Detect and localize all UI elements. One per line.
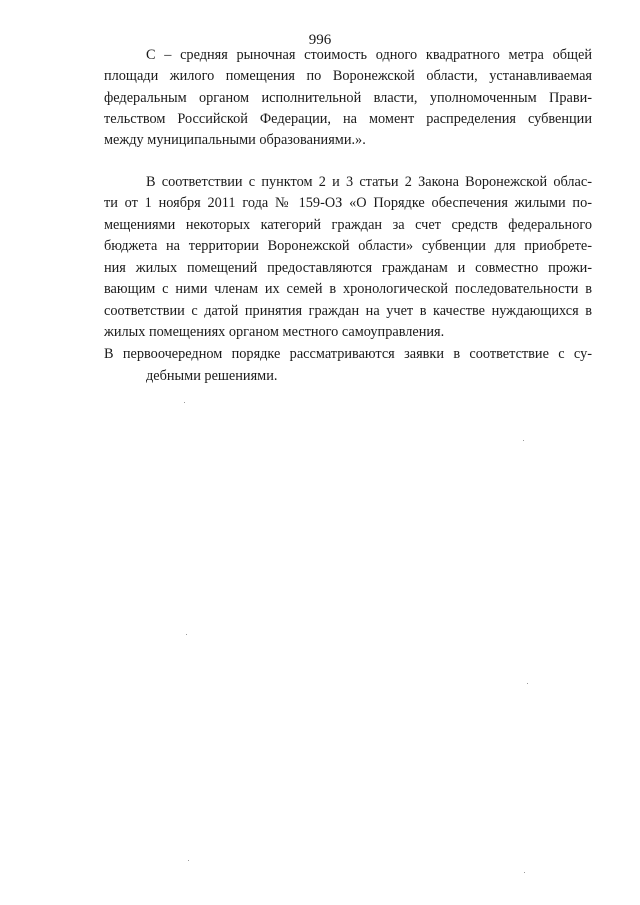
scan-speck [524, 872, 525, 873]
text-line: тельством Российской Федерации, на момент распределения субвенции [104, 111, 592, 127]
text-line: федеральным органом исполнительной власти, уполномоченным Прави- [104, 90, 592, 106]
text-line: мещениями некоторых категорий граждан за счет средств федерального [104, 217, 592, 233]
scan-speck [527, 683, 528, 684]
scan-speck [188, 860, 189, 861]
text-line: соответствии с датой принятия граждан на учет в качестве нуждающихся в [104, 303, 592, 319]
text-line: В соответствии с пунктом 2 и 3 статьи 2 Закона Воронежской облас- [146, 174, 592, 190]
scan-speck [184, 402, 185, 403]
text-line: В первоочередном порядке рассматриваются заявки в соответствие с су- [104, 346, 592, 362]
page-number: 996 [308, 32, 332, 48]
text-line: ти от 1 ноября 2011 года № 159-ОЗ «О Порядке обеспечения жилыми по- [104, 195, 592, 211]
scan-speck [523, 440, 524, 441]
text-line: ния жилых помещений предоставляются гражданам и совместно прожи- [104, 260, 592, 276]
text-line: жилых помещениях органом местного самоуправления. [104, 324, 445, 340]
text-line: дебными решениями. [146, 368, 278, 384]
text-line: бюджета на территории Воронежской области» субвенции для приобрете- [104, 238, 592, 254]
text-line: вающим с ними членам их семей в хронологической последовательности в [104, 281, 592, 297]
scan-speck [186, 634, 187, 635]
text-line: С – средняя рыночная стоимость одного квадратного метра общей [146, 47, 592, 63]
text-line: между муниципальными образованиями.». [104, 132, 366, 148]
text-line: площади жилого помещения по Воронежской области, устанавливаемая [104, 68, 592, 84]
